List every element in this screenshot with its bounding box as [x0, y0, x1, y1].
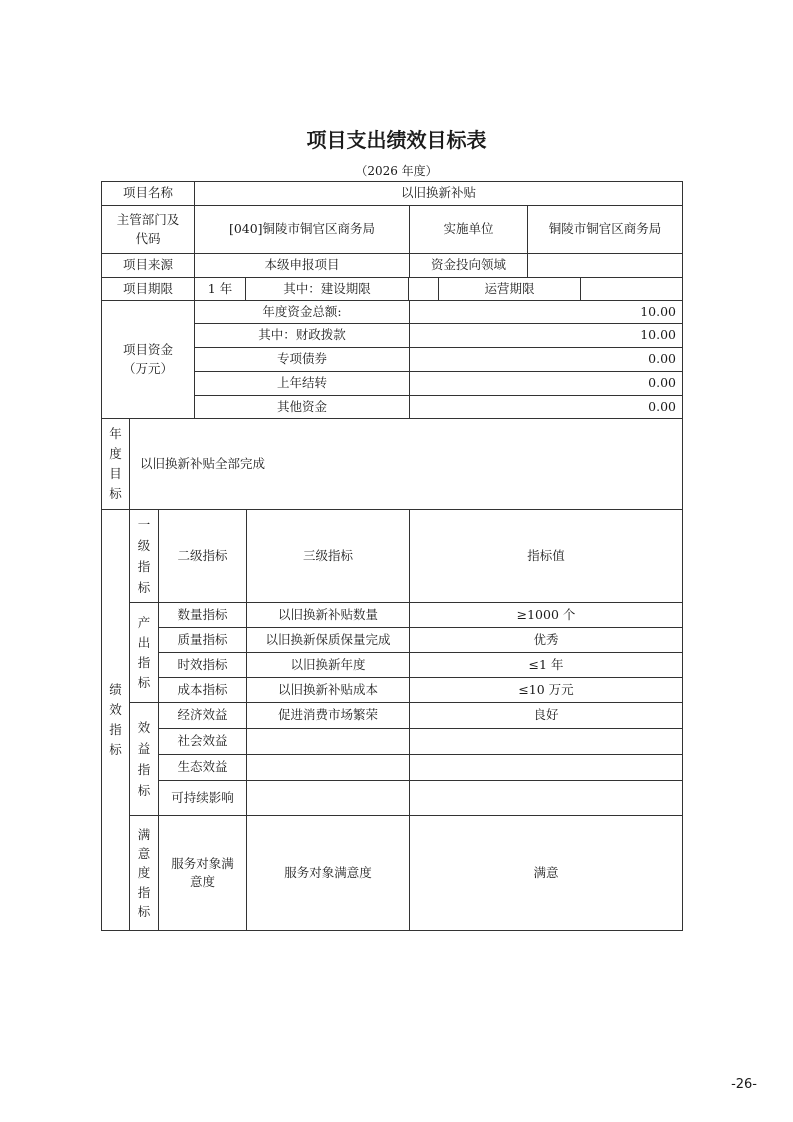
- implementing-unit-value: 铜陵市铜官区商务局: [527, 205, 683, 254]
- indicator-level3: [246, 728, 410, 755]
- project-name-value: 以旧换新补贴: [194, 181, 683, 206]
- page-title: 项目支出绩效目标表: [306, 128, 487, 152]
- indicator-value: 优秀: [409, 627, 683, 653]
- investment-field-label: 资金投向领域: [409, 253, 528, 278]
- operation-period-value: [580, 277, 683, 301]
- construction-period-label: 其中：建设期限: [245, 277, 409, 301]
- construction-period-value: [408, 277, 439, 301]
- level3-header: 三级指标: [246, 509, 410, 603]
- indicator-level3: 服务对象满意度: [246, 815, 410, 931]
- output-indicators-label: 产出指标: [129, 602, 159, 703]
- indicator-value: [409, 728, 683, 755]
- operation-period-label: 运营期限: [438, 277, 581, 301]
- funds-row-label: 上年结转: [194, 371, 410, 396]
- value-header: 指标值: [409, 509, 683, 603]
- indicator-level2: 成本指标: [158, 677, 247, 703]
- project-name-label: 项目名称: [101, 181, 195, 206]
- period-label: 项目期限: [101, 277, 195, 301]
- source-value: 本级申报项目: [194, 253, 410, 278]
- indicator-level3: 以旧换新年度: [246, 652, 410, 678]
- funds-row-value: 0.00: [409, 395, 683, 419]
- indicator-value: ≤10 万元: [409, 677, 683, 703]
- indicator-level3: 以旧换新补贴数量: [246, 602, 410, 628]
- indicator-level3: 以旧换新补贴成本: [246, 677, 410, 703]
- indicator-value: ≤1 年: [409, 652, 683, 678]
- indicator-level2: 可持续影响: [158, 780, 247, 816]
- performance-label: 绩效指标: [101, 509, 130, 931]
- indicator-level3: 促进消费市场繁荣: [246, 702, 410, 729]
- annual-goal-label: 年度目标: [101, 418, 130, 510]
- indicator-level2: 社会效益: [158, 728, 247, 755]
- funds-row-label: 年度资金总额:: [194, 300, 410, 324]
- source-label: 项目来源: [101, 253, 195, 278]
- funds-row-label: 其他资金: [194, 395, 410, 419]
- indicator-level2: 生态效益: [158, 754, 247, 781]
- indicator-level3: 以旧换新保质保量完成: [246, 627, 410, 653]
- implementing-unit-label: 实施单位: [409, 205, 528, 254]
- indicator-value: 满意: [409, 815, 683, 931]
- investment-field-value: [527, 253, 683, 278]
- page-number: -26-: [731, 1077, 757, 1092]
- annual-goal-content: 以旧换新补贴全部完成: [129, 418, 683, 510]
- level2-header: 二级指标: [158, 509, 247, 603]
- indicator-value: [409, 754, 683, 781]
- level1-header: 一级指标: [129, 509, 159, 603]
- funds-row-value: 10.00: [409, 323, 683, 348]
- benefit-indicators-label: 效益指标: [129, 702, 159, 816]
- indicator-level2: 经济效益: [158, 702, 247, 729]
- indicator-value: [409, 780, 683, 816]
- funds-row-value: 0.00: [409, 347, 683, 372]
- indicator-level2: 质量指标: [158, 627, 247, 653]
- funds-row-label: 专项债券: [194, 347, 410, 372]
- funds-label: 项目资金（万元）: [101, 300, 195, 419]
- department-label: 主管部门及代码: [101, 205, 195, 254]
- indicator-level2: 时效指标: [158, 652, 247, 678]
- period-value: 1 年: [194, 277, 246, 301]
- funds-row-label: 其中：财政拨款: [194, 323, 410, 348]
- indicator-value: ≥1000 个: [409, 602, 683, 628]
- indicator-level3: [246, 754, 410, 781]
- funds-row-value: 0.00: [409, 371, 683, 396]
- funds-row-value: 10.00: [409, 300, 683, 324]
- fiscal-year: （2026 年度）: [355, 164, 438, 178]
- satisfaction-indicators-label: 满意度指标: [129, 815, 159, 931]
- indicator-level2: 数量指标: [158, 602, 247, 628]
- indicator-value: 良好: [409, 702, 683, 729]
- department-value: [040]铜陵市铜官区商务局: [194, 205, 410, 254]
- indicator-level2: 服务对象满意度: [158, 815, 247, 931]
- indicator-level3: [246, 780, 410, 816]
